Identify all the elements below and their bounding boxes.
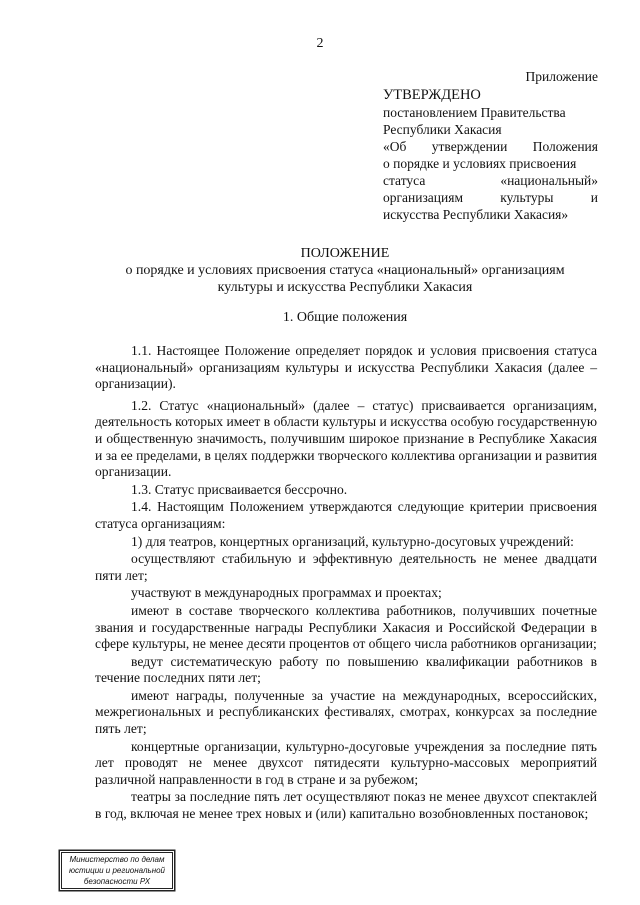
approval-line: организациям культуры и (383, 190, 598, 205)
paragraph: 1.4. Настоящим Положением утверждаются следующие критерии присвоения статуса организациям: (95, 499, 597, 531)
title-line: о порядке и условиях присвоения статуса «национальный» организациям (125, 263, 565, 278)
document-title (60, 245, 630, 296)
paragraph: концертные организации, культурно-досуговые учреждения за последние пять лет проводят не менее двухсот пятидесяти культурно-массовых мероприятий различной направленности в год в стране и за рубежом; (95, 738, 597, 787)
paragraph: 1) для театров, концертных организаций, культурно-досуговых учреждений: (131, 533, 574, 549)
stamp-line: безопасности РХ (83, 877, 151, 886)
approval-block (383, 68, 598, 223)
paragraph: 1.3. Статус присваивается бессрочно. (131, 481, 348, 497)
approval-line: статуса «национальный» (383, 173, 598, 188)
title-heading: ПОЛОЖЕНИЕ (300, 246, 390, 261)
approved-label: УТВЕРЖДЕНО (383, 87, 481, 103)
appendix-label: Приложение (525, 69, 598, 84)
paragraph: 1.1. Настоящее Положение определяет порядок и условия присвоения статуса «национальный» организациям культуры и искусства Республики Хакасия (далее – организации). (95, 343, 597, 392)
paragraph: осуществляют стабильную и эффективную деятельность не менее двадцати пяти лет; (95, 551, 597, 583)
paragraph: ведут систематическую работу по повышению квалификации работников в течение последних пяти лет; (95, 653, 597, 686)
stamp-line: Министерство по делам (69, 855, 165, 864)
title-line: культуры и искусства Республики Хакасия (217, 280, 473, 295)
paragraph: участвуют в международных программах и проектах; (131, 585, 442, 601)
page-number: 2 (316, 36, 324, 51)
approval-line: «Об утверждении Положения (383, 139, 598, 154)
paragraph: 1.2. Статус «национальный» (далее – статус) присваивается организациям, деятельность которых имеет в области культуры и искусства особую государственную и общественную значимость, получившим широкое признание в Республике Хакасия и за ее пределами, в целях поддержки творческого коллектива организации и развития организации. (95, 397, 597, 480)
approval-line: Республики Хакасия (383, 122, 502, 137)
approval-line: о порядке и условиях присвоения (383, 156, 577, 171)
stamp-line: юстиции и региональной (68, 866, 166, 875)
approval-line: постановлением Правительства (383, 105, 566, 120)
paragraph: имеют в составе творческого коллектива работников, получивших почетные звания и государственные награды Республики Хакасия и Российской Федерации в сфере культуры, не менее десяти процентов от общего числа работников организации; (95, 602, 597, 652)
paragraph: имеют награды, полученные за участие на международных, всероссийских, межрегиональных и республиканских фестивалях, смотрах, конкурсах за последние пять лет; (95, 687, 597, 737)
document-body (95, 343, 597, 824)
paragraph: театры за последние пять лет осуществляют показ не менее двухсот спектаклей в год, включая не менее трех новых и (или) капитально возобновленных постановок; (95, 789, 597, 822)
section-heading: 1. Общие положения (282, 310, 408, 325)
approval-line: искусства Республики Хакасия» (383, 207, 569, 222)
ministry-stamp (61, 852, 173, 889)
